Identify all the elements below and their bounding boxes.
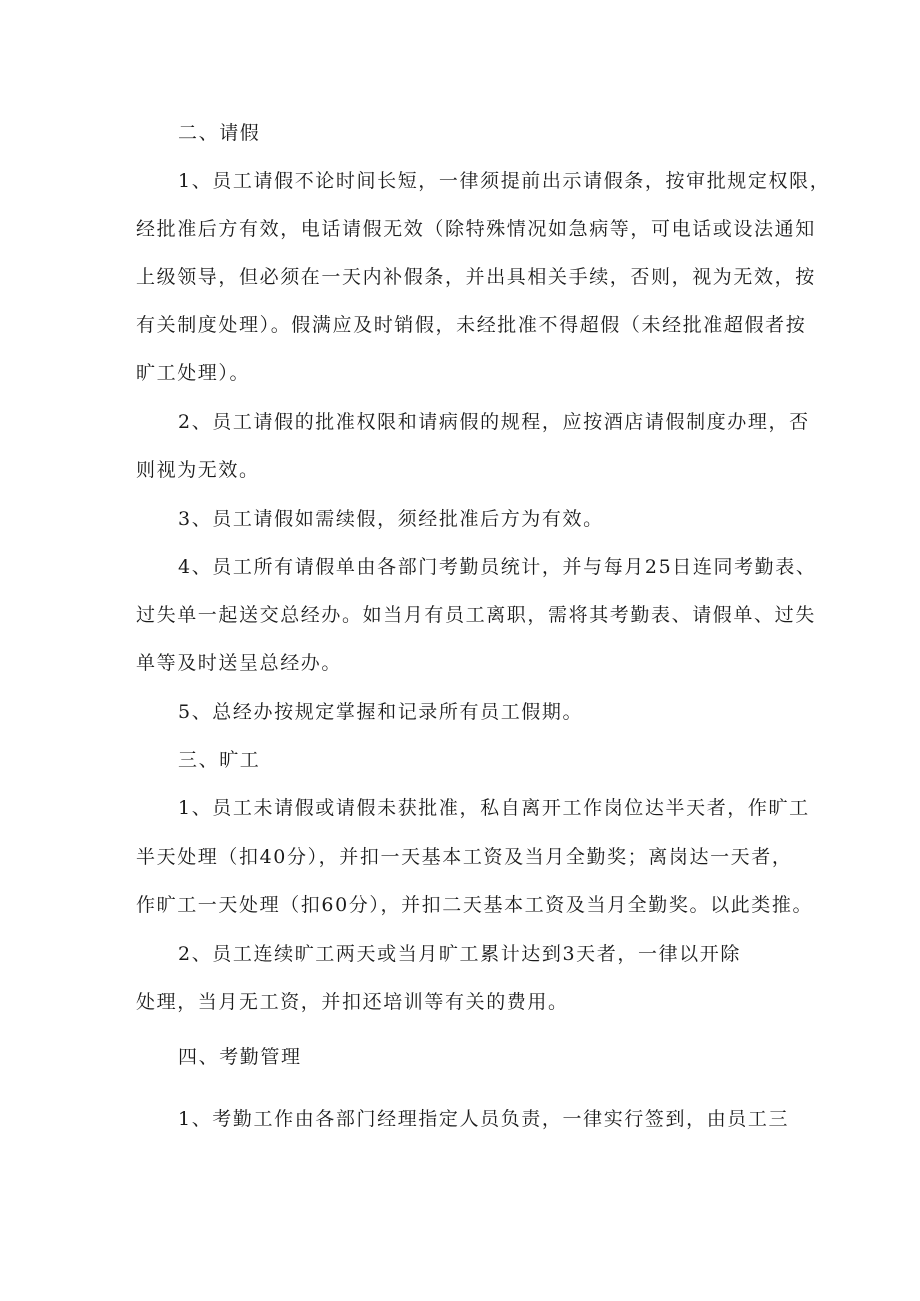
paragraph-line: 上级领导，但必须在一天内补假条，并出具相关手续，否则，视为无效，按 bbox=[136, 266, 816, 288]
paragraph-line: 单等及时送呈总经办。 bbox=[136, 652, 343, 674]
section-heading-attendance: 四、考勤管理 bbox=[178, 1046, 302, 1068]
paragraph-line: 半天处理（扣40分），并扣一天基本工资及当月全勤奖；离岗达一天者， bbox=[136, 846, 793, 868]
paragraph-line: 处理，当月无工资，并扣还培训等有关的费用。 bbox=[136, 991, 569, 1013]
paragraph-line: 1、考勤工作由各部门经理指定人员负责，一律实行签到，由员工三 bbox=[178, 1108, 790, 1130]
section-heading-absence: 三、旷工 bbox=[178, 749, 261, 771]
paragraph-line: 2、员工连续旷工两天或当月旷工累计达到3天者，一律以开除 bbox=[178, 943, 741, 965]
paragraph-line: 2、员工请假的批准权限和请病假的规程，应按酒店请假制度办理，否 bbox=[178, 411, 810, 433]
paragraph-line: 5、总经办按规定掌握和记录所有员工假期。 bbox=[178, 701, 584, 723]
paragraph-line: 则视为无效。 bbox=[136, 459, 260, 481]
paragraph-line: 过失单一起送交总经办。如当月有员工离职，需将其考勤表、请假单、过失 bbox=[136, 604, 816, 626]
paragraph-line: 经批准后方有效，电话请假无效（除特殊情况如急病等，可电话或设法通知 bbox=[136, 218, 816, 240]
section-heading-leave: 二、请假 bbox=[178, 122, 261, 144]
paragraph-line: 旷工处理）。 bbox=[136, 362, 251, 384]
paragraph-line: 1、员工未请假或请假未获批准，私自离开工作岗位达半天者，作旷工 bbox=[178, 797, 810, 819]
paragraph-line: 有关制度处理）。假满应及时销假，未经批准不得超假（未经批准超假者按 bbox=[136, 314, 807, 336]
paragraph-line: 1、员工请假不论时间长短，一律须提前出示请假条，按审批规定权限， bbox=[178, 170, 831, 192]
paragraph-line: 3、员工请假如需续假，须经批准后方为有效。 bbox=[178, 508, 604, 530]
paragraph-line: 作旷工一天处理（扣60分），并扣二天基本工资及当月全勤奖。以此类推。 bbox=[136, 894, 814, 916]
paragraph-line: 4、员工所有请假单由各部门考勤员统计，并与每月25日连同考勤表、 bbox=[178, 556, 817, 578]
